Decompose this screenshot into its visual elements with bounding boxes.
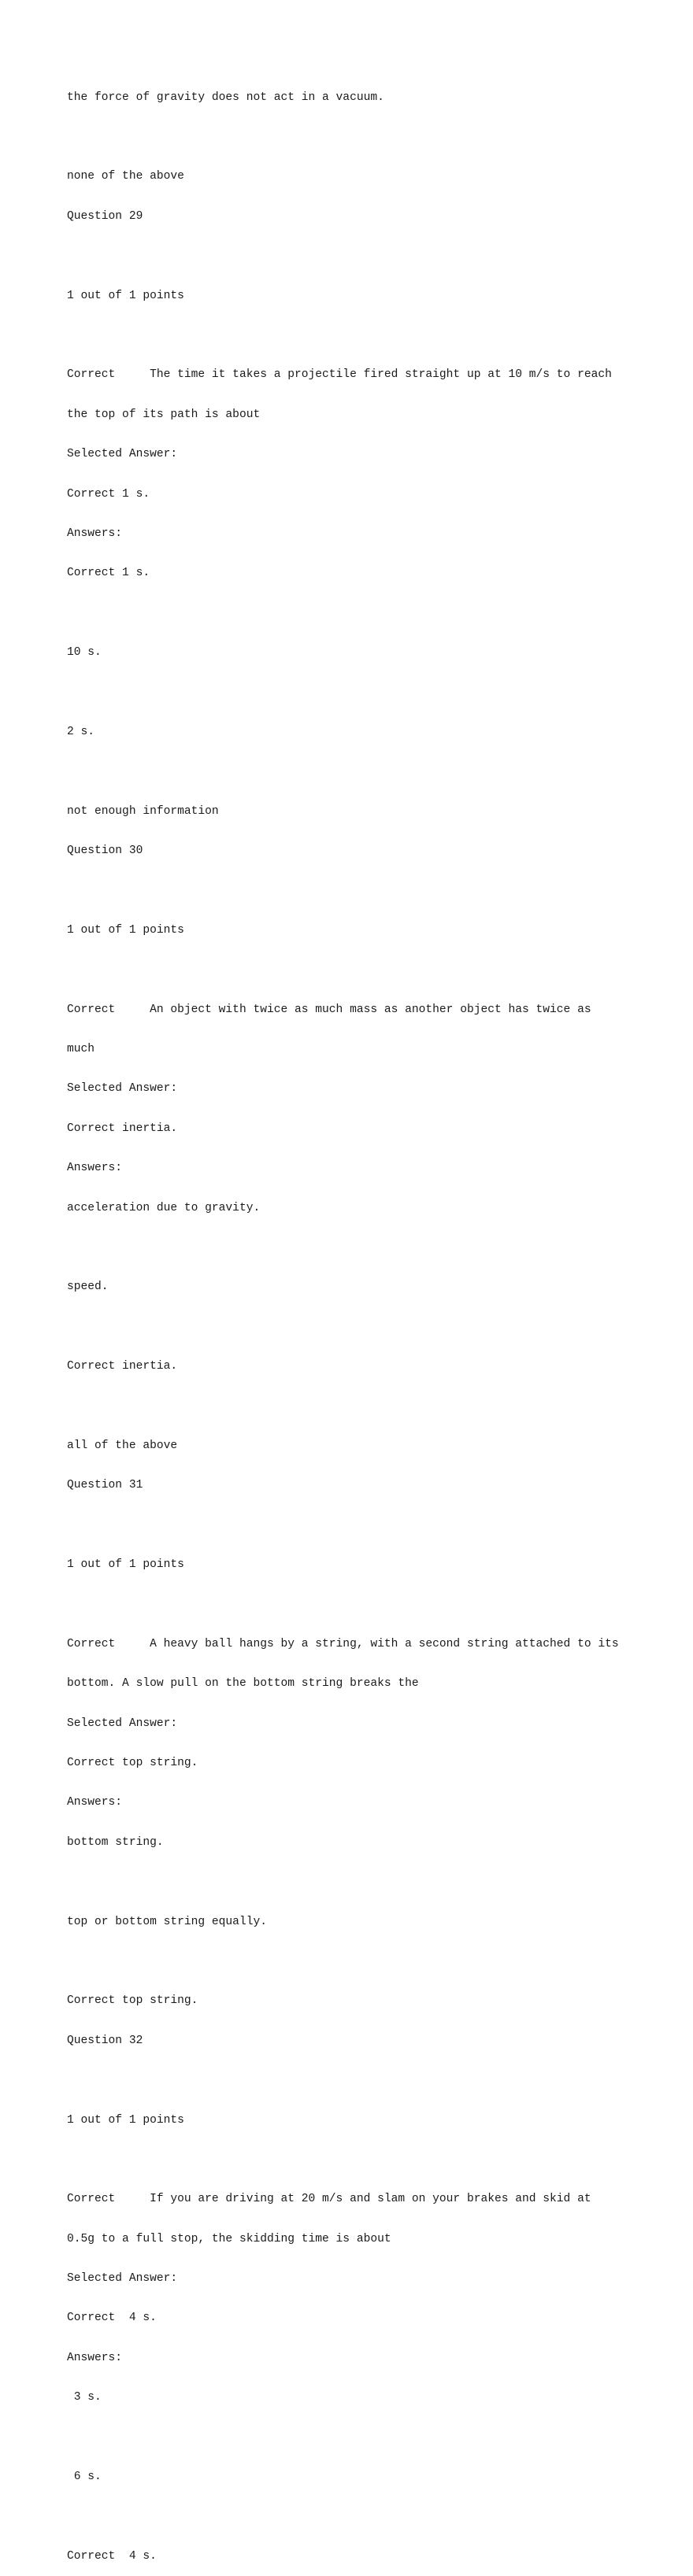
blank-line — [67, 1241, 665, 1255]
question-points: 1 out of 1 points — [67, 289, 184, 302]
selected-answer-label: Selected Answer: — [67, 1717, 178, 1730]
blank-line — [67, 1519, 665, 1532]
selected-answer: Correct top string. — [67, 1757, 198, 1769]
selected-answer: Correct 1 s. — [67, 487, 150, 501]
question-heading: Question 29 — [67, 209, 143, 223]
answer-option: acceleration due to gravity. — [67, 1201, 261, 1214]
answer-option: Correct 1 s. — [67, 567, 150, 580]
answer-option: 6 s. — [67, 2471, 102, 2484]
blank-line — [67, 1955, 665, 1968]
blank-line — [67, 329, 665, 342]
blank-line — [67, 765, 665, 778]
question-heading: Question 30 — [67, 844, 143, 858]
answer-option: all of the above — [67, 1439, 178, 1452]
answer-option: not enough information — [67, 804, 219, 818]
answer-option: speed. — [67, 1281, 109, 1294]
question-text: much — [67, 1042, 95, 1055]
answers-label: Answers: — [67, 527, 123, 540]
blank-line — [67, 2431, 665, 2445]
question-text: Correct The time it takes a projectile fired straight up at 10 m/s to reach — [67, 368, 612, 382]
answer-option: Correct inertia. — [67, 1360, 178, 1373]
blank-line — [67, 2153, 665, 2167]
blank-line — [67, 249, 665, 263]
answer-option: top or bottom string equally. — [67, 1915, 267, 1928]
blank-line — [67, 884, 665, 897]
selected-answer-label: Selected Answer: — [67, 1082, 178, 1096]
blank-line — [67, 607, 665, 620]
selected-answer: Correct inertia. — [67, 1122, 178, 1135]
selected-answer-label: Selected Answer: — [67, 2272, 178, 2286]
answers-label: Answers: — [67, 2351, 123, 2364]
blank-line — [67, 686, 665, 699]
blank-line — [67, 1399, 665, 1413]
answer-option: Correct 4 s. — [67, 2549, 157, 2563]
question-heading: Question 31 — [67, 1479, 143, 1492]
question-points: 1 out of 1 points — [67, 2113, 184, 2127]
question-text: Correct A heavy ball hangs by a string, with a second string attached to its — [67, 1637, 619, 1650]
question-points: 1 out of 1 points — [67, 1558, 184, 1572]
answer-option: the force of gravity does not act in a vacuum. — [67, 91, 384, 104]
blank-line — [67, 2074, 665, 2087]
answer-option: 2 s. — [67, 725, 95, 738]
answer-option: Correct top string. — [67, 1994, 198, 2008]
question-text: Correct An object with twice as much mass as another object has twice as — [67, 1003, 591, 1016]
answer-option: 10 s. — [67, 646, 102, 660]
answers-label: Answers: — [67, 1796, 123, 1809]
blank-line — [67, 1598, 665, 1611]
answer-option: bottom string. — [67, 1835, 164, 1849]
blank-line — [67, 131, 665, 144]
blank-line — [67, 1321, 665, 1334]
question-text: the top of its path is about — [67, 408, 261, 421]
question-text: Correct If you are driving at 20 m/s and slam on your brakes and skid at — [67, 2193, 591, 2206]
blank-line — [67, 963, 665, 977]
answers-label: Answers: — [67, 1162, 123, 1175]
question-text: bottom. A slow pull on the bottom string breaks the — [67, 1677, 419, 1691]
question-heading: Question 32 — [67, 2034, 143, 2047]
blank-line — [67, 2510, 665, 2523]
answer-option: 3 s. — [67, 2391, 102, 2404]
selected-answer: Correct 4 s. — [67, 2312, 157, 2325]
answer-option: none of the above — [67, 170, 184, 183]
question-text: 0.5g to a full stop, the skidding time is about — [67, 2232, 391, 2245]
blank-line — [67, 1876, 665, 1889]
question-points: 1 out of 1 points — [67, 923, 184, 937]
selected-answer-label: Selected Answer: — [67, 448, 178, 461]
document-body — [67, 65, 665, 2576]
